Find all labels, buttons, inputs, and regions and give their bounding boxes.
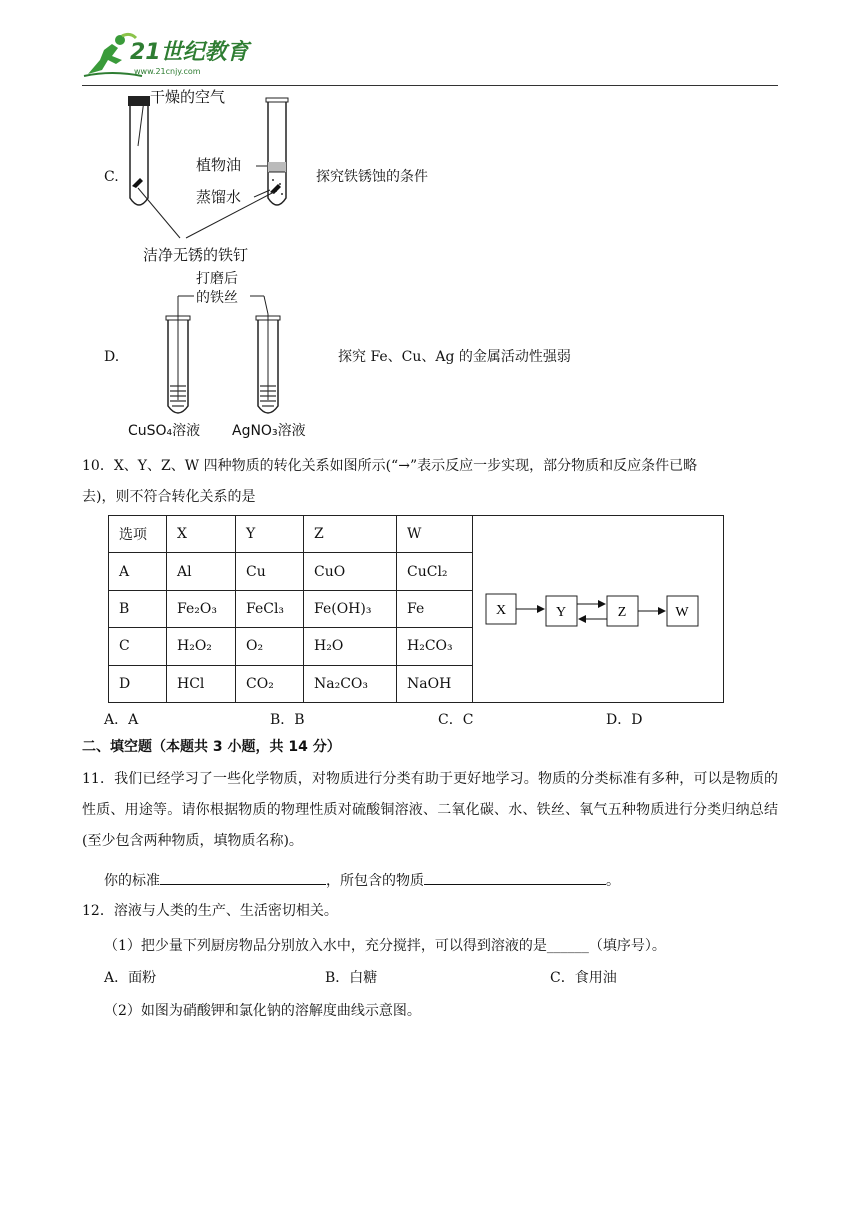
table-cell: CO₂ bbox=[236, 665, 304, 702]
q12-stem: 12．溶液与人类的生产、生活密切相关。 bbox=[82, 903, 338, 919]
q10-stem-line2: 去)，则不符合转化关系的是 bbox=[82, 489, 256, 505]
q11-stem: 11．我们已经学习了一些化学物质，对物质进行分类有助于更好地学习。物质的分类标准有多种，可以是物质的性质、用途等。请你根据物质的物理性质对硫酸铜溶液、二氧化碳、水、铁丝、氧气五种物质进行分类归纳总结(至少包含两种物质，填物质名称)。 bbox=[82, 771, 778, 849]
stopper-icon bbox=[128, 96, 150, 106]
q11-answer-mid: ，所包含的物质 bbox=[326, 873, 424, 889]
table-cell: FeCl₃ bbox=[236, 590, 304, 627]
q10-stem-line1: 10．X、Y、Z、W 四种物质的转化关系如图所示(“→”表示反应一步实现，部分物质和反应条件已略 bbox=[82, 458, 698, 474]
option-c-description: 探究铁锈蚀的条件 bbox=[316, 169, 428, 185]
table-cell: H₂O bbox=[304, 628, 397, 665]
label-dry-air: 干燥的空气 bbox=[150, 88, 226, 106]
option-d-description: 探究 Fe、Cu、Ag 的金属活动性强弱 bbox=[338, 349, 571, 365]
label-agno3: AgNO₃溶液 bbox=[232, 423, 306, 439]
label-wire-line1: 打磨后 bbox=[196, 271, 238, 287]
table-header-row bbox=[109, 516, 724, 553]
node-label: W bbox=[675, 605, 689, 620]
q10-choice-a[interactable]: A．A bbox=[104, 712, 139, 728]
q12-sub1: （1）把少量下列厨房物品分别放入水中，充分搅拌，可以得到溶液的是______（填序号）。 bbox=[104, 938, 666, 954]
q11-blank-standard[interactable] bbox=[160, 870, 326, 885]
table-cell: Na₂CO₃ bbox=[304, 665, 397, 702]
q11-answer-line bbox=[104, 870, 620, 888]
table-cell: X bbox=[167, 516, 236, 553]
rust-experiment-figure bbox=[110, 88, 310, 268]
table-cell: 选项 bbox=[109, 516, 167, 553]
table-cell: CuCl₂ bbox=[397, 553, 473, 590]
table-cell: H₂O₂ bbox=[167, 628, 236, 665]
site-logo bbox=[82, 30, 262, 82]
q12-choice-a[interactable]: A．面粉 bbox=[104, 970, 157, 986]
node-label: Z bbox=[617, 605, 627, 620]
q11-answer-prefix: 你的标准 bbox=[104, 873, 160, 889]
q11-blank-substances[interactable] bbox=[424, 870, 606, 885]
table-cell: NaOH bbox=[397, 665, 473, 702]
label-veg-oil: 植物油 bbox=[196, 156, 242, 174]
node-label: X bbox=[495, 603, 507, 618]
q12-choice-b[interactable]: B．白糖 bbox=[325, 970, 378, 986]
transformation-diagram bbox=[473, 516, 724, 703]
table-cell: B bbox=[109, 590, 167, 627]
label-cuso4: CuSO₄溶液 bbox=[128, 423, 201, 439]
nail-icon bbox=[270, 184, 281, 194]
table-cell: CuO bbox=[304, 553, 397, 590]
table-cell: A bbox=[109, 553, 167, 590]
q12-sub2: （2）如图为硝酸钾和氯化钠的溶解度曲线示意图。 bbox=[104, 1003, 421, 1019]
table-cell: O₂ bbox=[236, 628, 304, 665]
section-title: 二、填空题（本题共 3 小题，共 14 分） bbox=[82, 739, 341, 755]
q12-choice-c[interactable]: C．食用油 bbox=[550, 970, 617, 986]
label-distilled-water: 蒸馏水 bbox=[196, 188, 242, 206]
nail-icon bbox=[132, 178, 143, 188]
node-label: Y bbox=[555, 605, 567, 620]
table-cell: Fe(OH)₃ bbox=[304, 590, 397, 627]
option-c-letter: C. bbox=[104, 169, 119, 185]
q11-answer-end: 。 bbox=[606, 873, 620, 889]
table-cell: Fe₂O₃ bbox=[167, 590, 236, 627]
table-cell: H₂CO₃ bbox=[397, 628, 473, 665]
logo-url: www.21cnjy.com bbox=[134, 67, 201, 76]
q10-choice-d[interactable]: D．D bbox=[606, 712, 643, 728]
header-rule bbox=[82, 85, 778, 86]
table-cell: C bbox=[109, 628, 167, 665]
table-cell: HCl bbox=[167, 665, 236, 702]
table-cell: Y bbox=[236, 516, 304, 553]
table-cell: D bbox=[109, 665, 167, 702]
q10-options-table bbox=[108, 515, 724, 703]
logo-text: 21世纪教育 bbox=[130, 40, 249, 65]
table-cell: Fe bbox=[397, 590, 473, 627]
table-cell: Al bbox=[167, 553, 236, 590]
test-tube-icon bbox=[130, 106, 148, 205]
table-cell: Z bbox=[304, 516, 397, 553]
label-wire-line2: 的铁丝 bbox=[196, 290, 238, 306]
label-nail: 洁净无锈的铁钉 bbox=[143, 246, 249, 264]
q10-choice-b[interactable]: B．B bbox=[270, 712, 305, 728]
table-cell: W bbox=[397, 516, 473, 553]
q10-choice-c[interactable]: C．C bbox=[438, 712, 474, 728]
activity-experiment-figure bbox=[160, 290, 290, 420]
option-d-letter: D. bbox=[104, 349, 120, 365]
table-cell: Cu bbox=[236, 553, 304, 590]
